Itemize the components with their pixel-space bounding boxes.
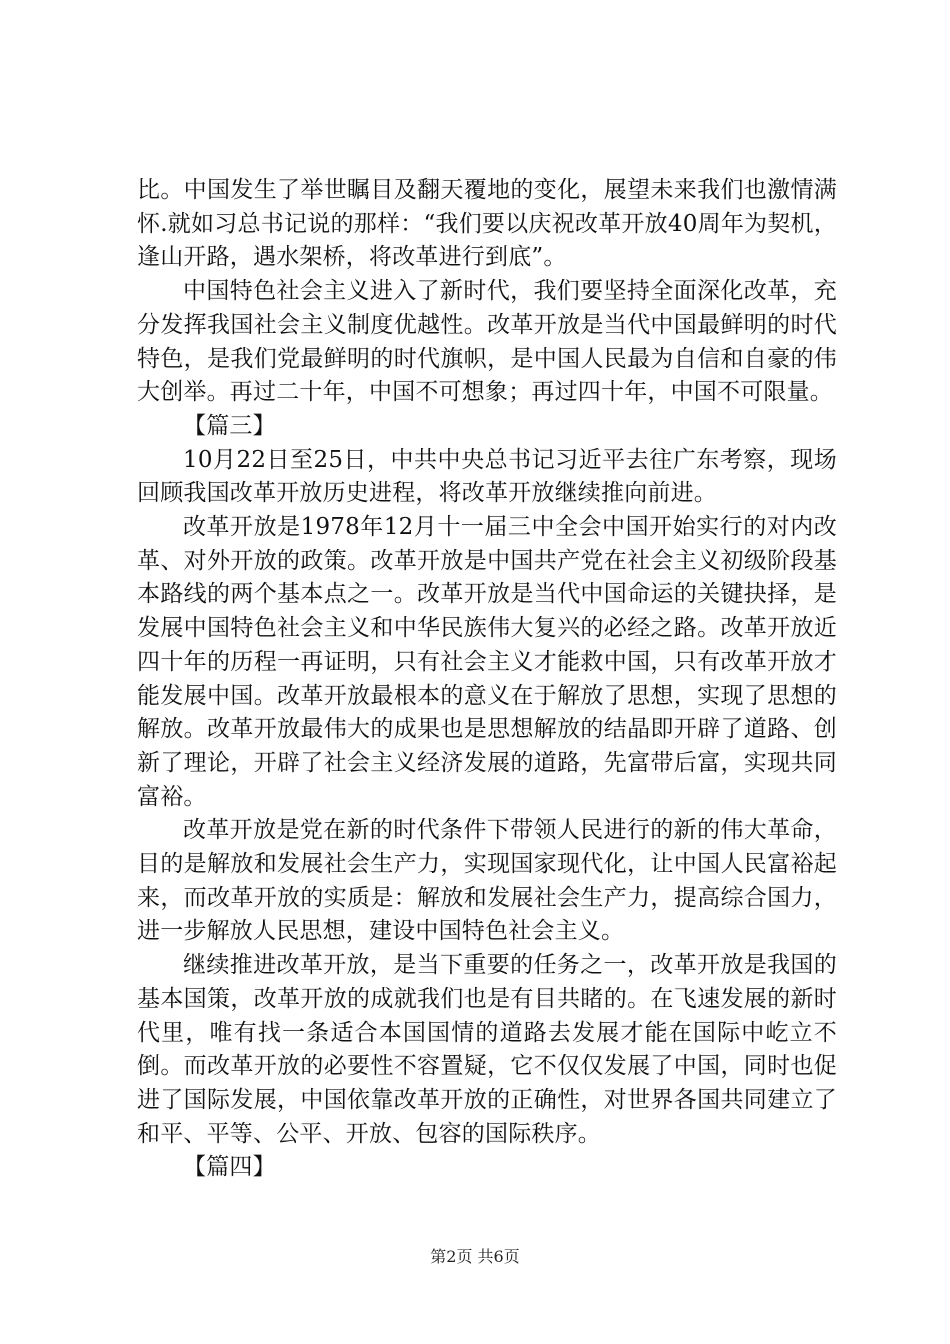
paragraph: 改革开放是1978年12月十一届三中全会中国开始实行的对内改革、对外开放的政策。改革开放是中国共产党在社会主义初级阶段基本路线的两个基本点之一。改革开放是当代中国命运的关键抉择，是发展中国特色社会主义和中华民族伟大复兴的必经之路。改革开放近四十年的历程一再证明，只有社会主义才能救中国，只有改革开放才能发展中国。改革开放最根本的意义在于解放了思想，实现了思想的解放。改革开放最伟大的成果也是思想解放的结晶即开辟了道路、创新了理论，开辟了社会主义经济发展的道路，先富带后富，实现共同富裕。 — [137, 514, 837, 810]
section-heading: 【篇三】 — [183, 412, 276, 439]
paragraph: 继续推进改革开放，是当下重要的任务之一，改革开放是我国的基本国策，改革开放的成就我们也是有目共睹的。在飞速发展的新时代里，唯有找一条适合本国国情的道路去发展才能在国际中屹立不倒。而改革开放的必要性不容置疑，它不仅仅发展了中国，同时也促进了国际发展，中国依靠改革开放的正确性，对世界各国共同建立了和平、平等、公平、开放、包容的国际秩序。 — [137, 952, 837, 1147]
section-heading: 【篇四】 — [183, 1154, 276, 1181]
page-number-footer: 第2页 共6页 — [430, 1247, 520, 1266]
paragraph: 改革开放是党在新的时代条件下带领人民进行的新的伟大革命，目的是解放和发展社会生产力，实现国家现代化，让中国人民富裕起来，而改革开放的实质是：解放和发展社会生产力，提高综合国力，进一步解放人民思想，建设中国特色社会主义。 — [137, 817, 837, 945]
paragraph: 10月22日至25日，中共中央总书记习近平去往广东考察，现场回顾我国改革开放历史进程，将改革开放继续推向前进。 — [137, 446, 837, 507]
paragraph: 中国特色社会主义进入了新时代，我们要坚持全面深化改革，充分发挥我国社会主义制度优越性。改革开放是当代中国最鲜明的时代特色，是我们党最鲜明的时代旗帜，是中国人民最为自信和自豪的伟大创举。再过二十年，中国不可想象；再过四十年，中国不可限量。 — [137, 278, 837, 406]
paragraph-continuation: 比。中国发生了举世瞩目及翻天覆地的变化，展望未来我们也激情满怀.就如习总书记说的那样：“我们要以庆祝改革开放40周年为契机，逢山开路，遇水架桥，将改革进行到底”。 — [137, 177, 837, 271]
document-body — [137, 174, 837, 1185]
